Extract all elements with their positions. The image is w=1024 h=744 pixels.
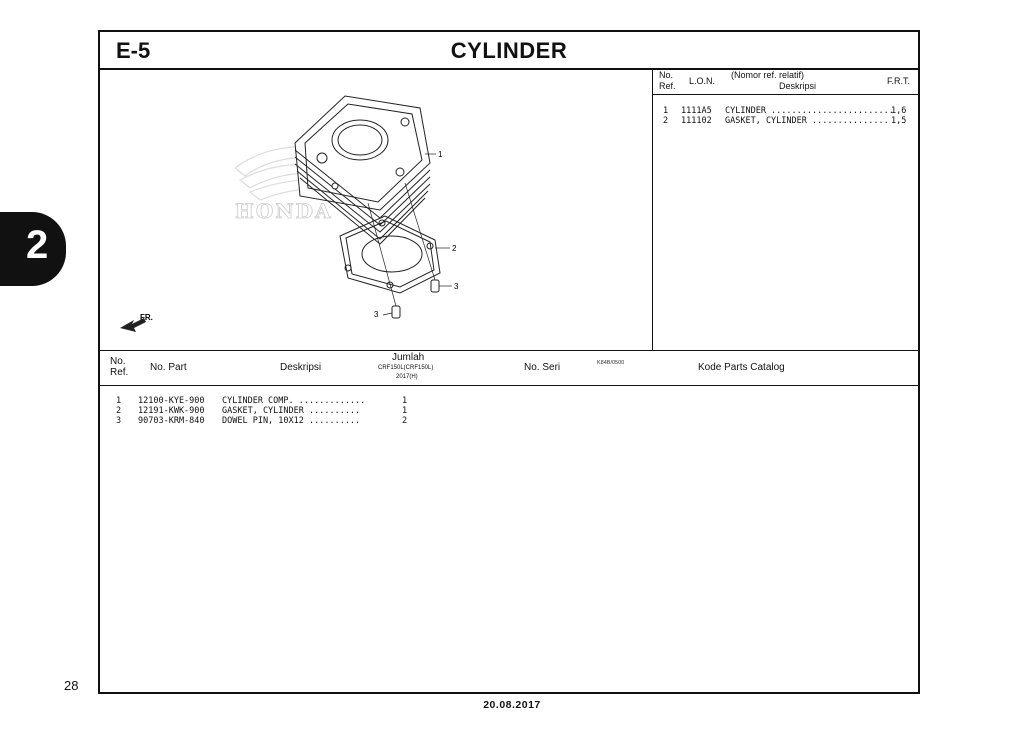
parts-row: [100, 416, 440, 427]
front-direction-label: FR.: [140, 313, 153, 322]
parts-table-header: [100, 350, 918, 386]
parts-header-year: 2017(H): [396, 374, 418, 380]
parts-header-part-no: No. Part: [150, 362, 187, 373]
reference-table: [653, 68, 918, 350]
part-number: 12100-KYE-900: [138, 396, 205, 406]
cylinder-diagram-svg: [100, 68, 652, 350]
ref-header-no: No.: [659, 70, 674, 80]
part-ref-no: 3: [116, 416, 122, 426]
ref-header-frt: F.R.T.: [887, 76, 911, 86]
honda-watermark-text: HONDA: [235, 199, 333, 223]
part-description: DOWEL PIN, 10X12 ..........: [222, 416, 361, 426]
page-title: CYLINDER: [450, 38, 568, 63]
parts-header-no: No.: [110, 356, 126, 367]
gasket-part: [340, 216, 440, 293]
ref-frt: 1,5: [891, 116, 907, 126]
part-quantity: 1: [402, 396, 408, 406]
parts-header-qty: Jumlah: [392, 352, 425, 363]
page-header: [100, 32, 918, 70]
callout-3a: 3: [454, 282, 459, 291]
section-code: E-5: [116, 38, 151, 63]
ref-header-desc: Deskripsi: [779, 81, 817, 91]
diagram-code: K84B/0500: [597, 360, 625, 366]
part-ref-no: 2: [116, 406, 122, 416]
ref-no: 2: [663, 116, 669, 126]
parts-header-ref: Ref.: [110, 367, 129, 378]
ref-desc: GASKET, CYLINDER ...............: [725, 116, 889, 126]
catalog-page-frame: [98, 30, 920, 694]
part-description: GASKET, CYLINDER ..........: [222, 406, 361, 416]
part-number: 90703-KRM-840: [138, 416, 205, 426]
reference-row: [653, 116, 918, 127]
parts-header-model: CRF150L(CRF150L): [378, 365, 434, 371]
part-description: CYLINDER COMP. .............: [222, 396, 366, 406]
callout-1: 1: [438, 150, 443, 159]
ref-lon: 111102: [681, 116, 712, 126]
ref-frt: 1,6: [891, 106, 907, 116]
callout-2: 2: [452, 244, 457, 253]
ref-no: 1: [663, 106, 669, 116]
parts-header-serial: No. Seri: [524, 362, 561, 373]
ref-lon: 1111A5: [681, 106, 712, 116]
callout-3b: 3: [374, 310, 379, 319]
page-number: 28: [64, 678, 79, 693]
reference-table-header: [653, 68, 918, 95]
ref-header-ref: Ref.: [659, 81, 676, 91]
part-quantity: 1: [402, 406, 408, 416]
ref-header-desc-note: (Nomor ref. relatif): [731, 70, 805, 80]
footer-date: 20.08.2017: [483, 699, 541, 711]
ref-header-lon: L.O.N.: [689, 76, 716, 86]
parts-header-catalog: Kode Parts Catalog: [698, 362, 785, 373]
ref-desc: CYLINDER ........................: [725, 106, 894, 116]
part-ref-no: 1: [116, 396, 122, 406]
section-tab-number: 2: [26, 223, 49, 267]
part-quantity: 2: [402, 416, 408, 426]
part-number: 12191-KWK-900: [138, 406, 205, 416]
parts-header-desc: Deskripsi: [280, 362, 322, 373]
